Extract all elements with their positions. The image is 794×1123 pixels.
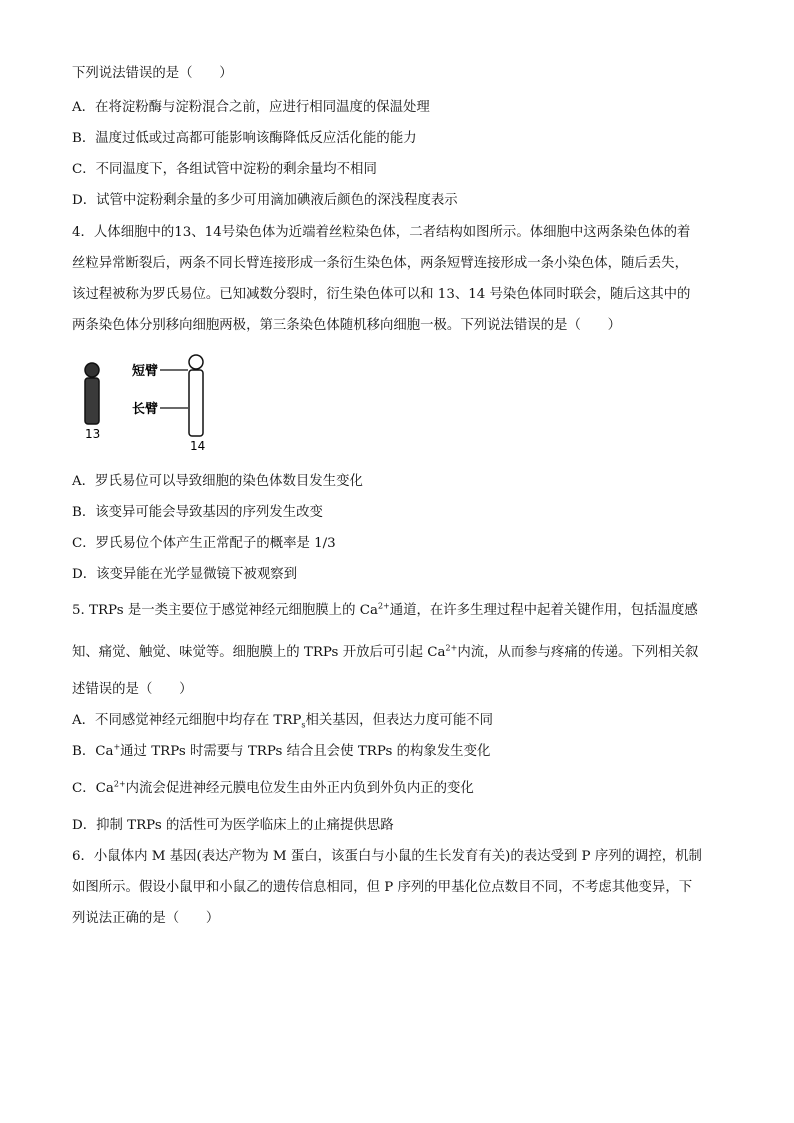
q5-option-b-part1: B．Ca: [72, 744, 114, 759]
q5-option-d: D．抑制 TRPs 的活性可为医学临床上的止痛提供思路: [72, 818, 394, 833]
q4-stem-line-1: 4．人体细胞中的13、14号染色体为近端着丝粒染色体，二者结构如图所示。体细胞中这两条染色体的着: [72, 225, 691, 240]
chromosome-13-short-arm: [85, 363, 99, 377]
chromosome-diagram: [76, 350, 276, 460]
label-long-arm: 长臂: [132, 402, 159, 417]
q4-stem-line-2: 丝粒异常断裂后，两条不同长臂连接形成一条衍生染色体，两条短臂连接形成一条小染色体，随后丢失，: [72, 256, 688, 271]
q5-option-a-sub: s: [301, 720, 306, 730]
q4-stem-line-3: 该过程被称为罗氏易位。已知减数分裂时，衍生染色体可以和 13、14 号染色体同时联会，随后这其中的: [72, 287, 691, 302]
q4-option-a: A．罗氏易位可以导致细胞的染色体数目发生变化: [72, 474, 363, 489]
q3-option-c: C．不同温度下，各组试管中淀粉的剩余量均不相同: [72, 162, 377, 177]
q5-option-b: [72, 744, 490, 760]
q5-stem-line-1: [72, 603, 698, 619]
q5-option-b-sup: +: [113, 742, 121, 752]
q5-option-c-part1: C．Ca: [72, 781, 114, 796]
q5-stem-2b: 内流，从而参与疼痛的传递。下列相关叙: [457, 645, 699, 660]
chromosome-14-long-arm: [189, 370, 203, 436]
q3-option-a: A．在将淀粉酶与淀粉混合之前，应进行相同温度的保温处理: [72, 100, 430, 115]
q6-stem-line-1: 6．小鼠体内 M 基因(表达产物为 M 蛋白，该蛋白与小鼠的生长发育有关)的表达受到 P 序列的调控，机制: [72, 849, 702, 864]
q3-option-b: B．温度过低或过高都可能影响该酶降低反应活化能的能力: [72, 131, 417, 146]
label-chromosome-13: 13: [85, 427, 101, 441]
q5-option-b-part2: 通过 TRPs 时需要与 TRPs 结合且会使 TRPs 的构象发生变化: [120, 744, 491, 759]
q4-stem-line-4: 两条染色体分别移向细胞两极，第三条染色体随机移向细胞一极。下列说法错误的是（ ）: [72, 318, 622, 333]
q5-stem-line-2: [72, 645, 698, 661]
q5-option-c-sup: 2+: [113, 779, 126, 789]
chromosome-figure: [76, 350, 276, 460]
q6-stem-line-3: 列说法正确的是（ ）: [72, 911, 220, 926]
q5-option-c: [72, 781, 474, 797]
chromosome-13-long-arm: [85, 378, 99, 424]
chromosome-14-short-arm: [189, 355, 203, 369]
q5-option-a: [72, 713, 493, 729]
q3-intro: 下列说法错误的是（ ）: [72, 66, 233, 81]
q4-option-b: B．该变异可能会导致基因的序列发生改变: [72, 505, 323, 520]
q5-stem-1a: 5. TRPs 是一类主要位于感觉神经元细胞膜上的 Ca: [72, 603, 378, 618]
q6-stem-line-2: 如图所示。假设小鼠甲和小鼠乙的遗传信息相同，但 P 序列的甲基化位点数目不同，不考虑其他变异，下: [72, 880, 693, 895]
label-short-arm: 短臂: [132, 364, 159, 379]
q5-option-a-part1: A．不同感觉神经元细胞中均存在 TRP: [72, 713, 302, 728]
q3-option-d: D．试管中淀粉剩余量的多少可用滴加碘液后颜色的深浅程度表示: [72, 193, 458, 208]
q4-option-c: C．罗氏易位个体产生正常配子的概率是 1/3: [72, 536, 336, 551]
q5-stem-2-sup: 2+: [445, 643, 458, 653]
q5-stem-2a: 知、痛觉、触觉、味觉等。细胞膜上的 TRPs 开放后可引起 Ca: [72, 645, 446, 660]
q4-option-d: D．该变异能在光学显微镜下被观察到: [72, 567, 297, 582]
q5-stem-line-3: 述错误的是（ ）: [72, 682, 193, 697]
q5-option-c-part2: 内流会促进神经元膜电位发生由外正内负到外负内正的变化: [125, 781, 474, 796]
q5-stem-1-sup: 2+: [377, 601, 390, 611]
q5-stem-1b: 通道，在许多生理过程中起着关键作用，包括温度感: [389, 603, 698, 618]
q5-option-a-part2: 相关基因，但表达力度可能不同: [305, 713, 493, 728]
label-chromosome-14: 14: [190, 439, 206, 453]
